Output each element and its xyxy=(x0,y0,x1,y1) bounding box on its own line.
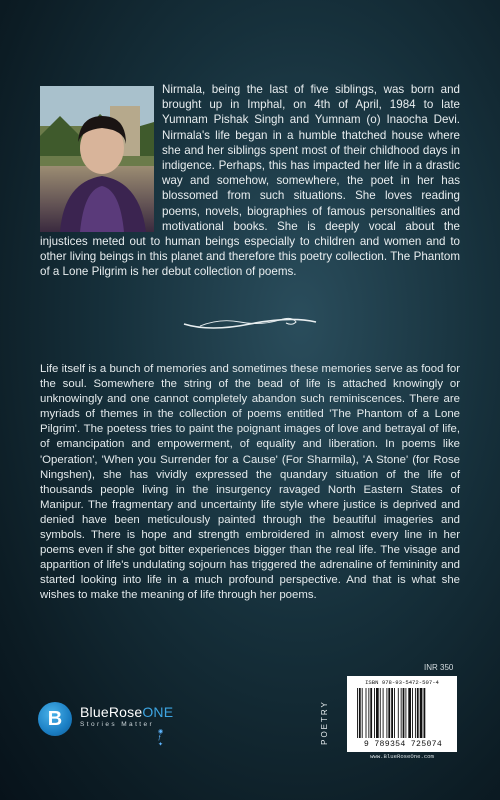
social-media-icons: ◉ ƒ ✦ xyxy=(158,729,164,748)
barcode-stripe xyxy=(401,688,402,738)
price-label: INR 350 xyxy=(424,663,454,672)
barcode-stripe xyxy=(388,688,390,738)
publisher-logo-letter: B xyxy=(47,708,63,730)
barcode-stripe xyxy=(424,688,426,738)
publisher-website: www.BlueRoseOne.com xyxy=(370,753,434,760)
barcode-stripe xyxy=(412,688,413,738)
barcode-stripe xyxy=(405,688,406,738)
barcode-stripe xyxy=(370,688,372,738)
isbn-digits: 9 789354 725074 xyxy=(363,740,443,749)
barcode-stripe xyxy=(403,688,405,738)
genre-label xyxy=(319,690,344,760)
barcode-stripe xyxy=(394,688,395,738)
publisher-name xyxy=(80,704,173,720)
barcode-stripe xyxy=(408,688,411,738)
barcode-bars xyxy=(357,688,449,738)
barcode-stripe xyxy=(359,688,361,738)
publisher-name-main: BlueRose xyxy=(80,704,143,720)
barcode xyxy=(347,676,457,752)
ornamental-swirl-icon xyxy=(180,310,320,336)
barcode-stripe xyxy=(366,688,367,738)
barcode-stripe xyxy=(398,688,399,738)
barcode-stripe xyxy=(415,688,416,738)
barcode-stripe xyxy=(420,688,423,738)
barcode-stripe xyxy=(368,688,369,738)
isbn-label: ISBN 978-93-5472-507-4 xyxy=(365,679,439,686)
barcode-stripe xyxy=(417,688,419,738)
barcode-stripe xyxy=(383,688,384,738)
genre-text: POETRY xyxy=(319,700,329,745)
book-summary: Life itself is a bunch of memories and sometimes these memories serve as food for the soul. Somewhere the string of the bead of life is attached knowingly or unknowingly and one cannot completely abandon such reminiscences. There are myriads of themes in the collection of poems entitled 'The Phantom of a Lone Pilgrim'. The poetess tries to paint the poignant images of love and betrayal of life, of emancipation and empowerment, of equality and liberation. In poems like 'Operation', 'When you Surrender for a Cause' (For Sharmila), 'A Stone' (for Rose Ningshen), she has vividly expressed the quandary situation of the life of thousands people living in the insurgency ravaged North Eastern States of Manipur. The fragmentary and uncertainty life style where justice is deprived and denied have been meticulously painted through the beautiful imageries and symbols. There is hope and strength embroidered in almost every line in her poems even if she got bitter experiences bigger than the real life. The visage and apparition of life's undulating sojourn has triggered the adrenaline of femininity and started looking into life in a much profound perspective. And that is what she wishes to make the meaning of life through her poems. xyxy=(40,363,460,602)
barcode-stripe xyxy=(386,688,387,738)
barcode-stripe xyxy=(357,688,358,738)
publisher-name-accent: ONE xyxy=(142,704,174,720)
publisher-tagline: Stories Matter xyxy=(80,721,155,728)
author-bio xyxy=(40,82,460,280)
barcode-stripe xyxy=(374,688,375,738)
barcode-stripe xyxy=(376,688,379,738)
author-bio-text: Nirmala, being the last of five siblings, was born and brought up in Imphal, on 4th of April, 1984 to late Yumnam Pishak Singh and Yumnam (o) Inaocha Devi. Nirmala's life began in a humble thatched house where she and her siblings spent most of their childhood days in indigence. Perhaps, this has impacted her life in a drastic way and somehow, somewhere, the poet in her has blossomed from such situations. She loves reading poems, novels, biographies of famous personalities and motivational books. She is deeply vocal about the injustices meted out to human beings especially to children and women and to other living beings in this planet and therefore this poetry collection. The Phantom of a Lone Pilgrim is her debut collection of poems. xyxy=(40,83,460,279)
barcode-stripe xyxy=(391,688,393,738)
publisher-logo xyxy=(38,702,174,748)
barcode-stripe xyxy=(362,688,363,738)
barcode-stripe xyxy=(380,688,381,738)
